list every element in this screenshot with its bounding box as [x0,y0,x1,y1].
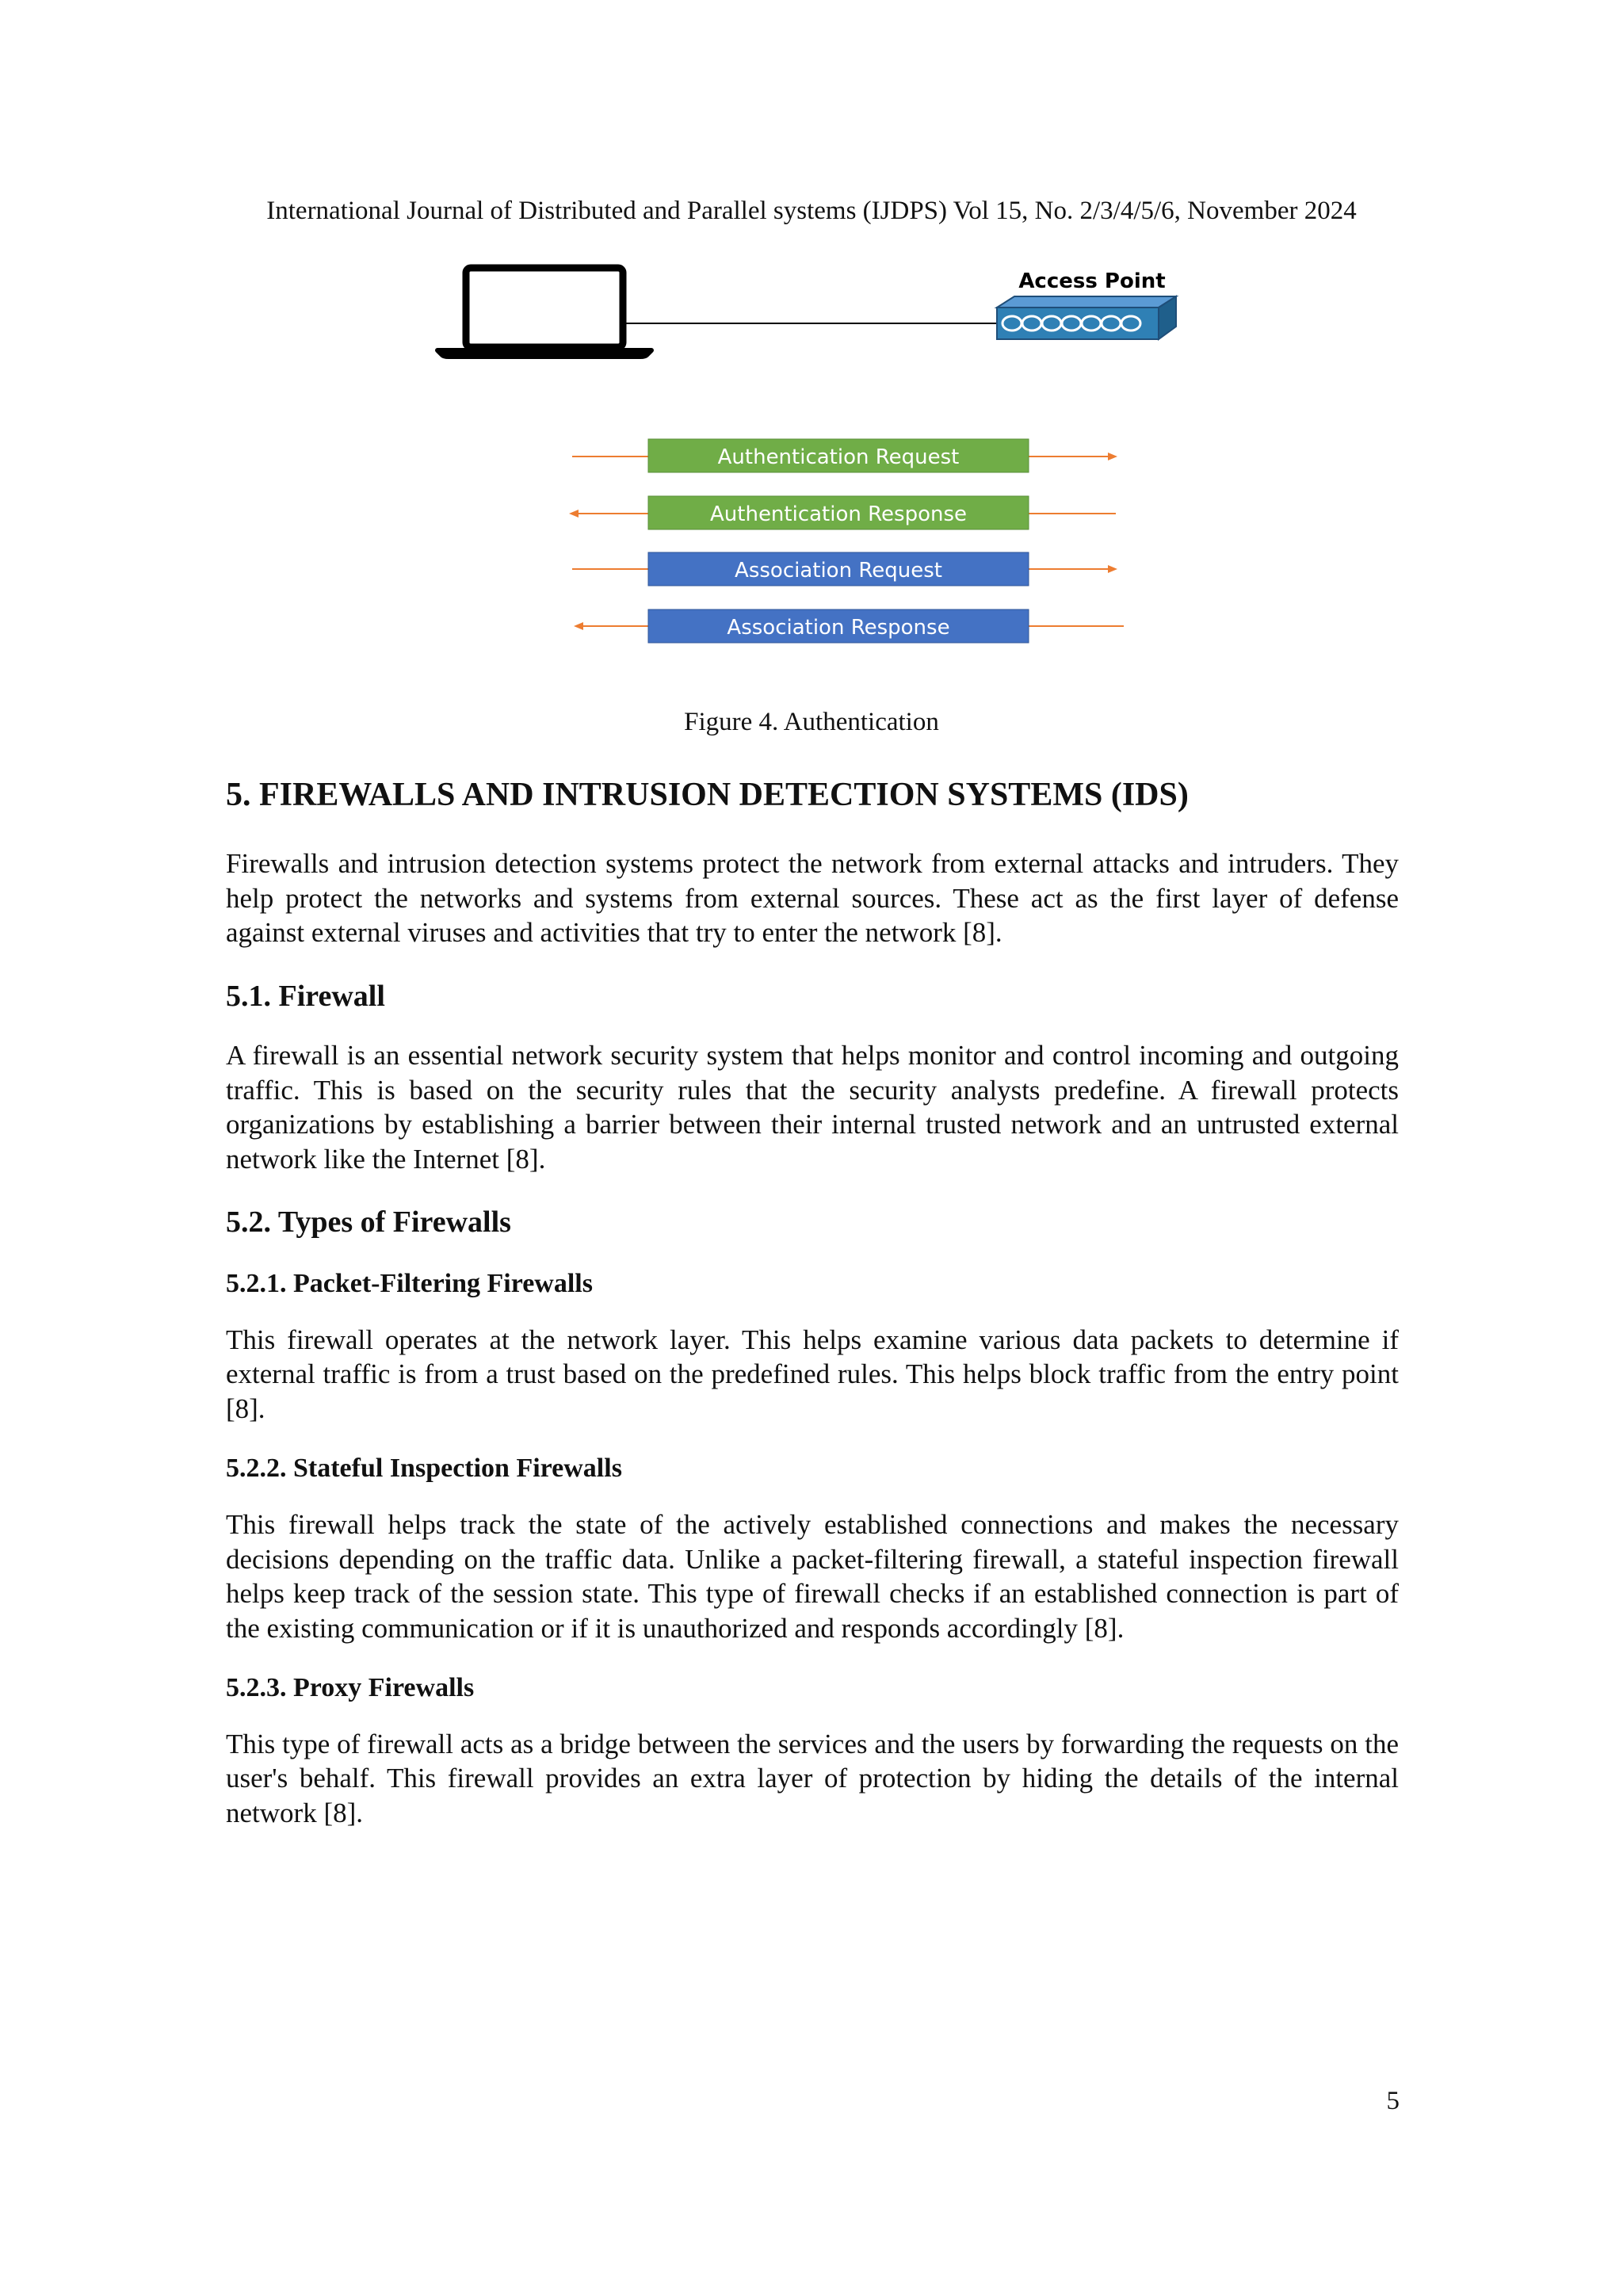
section-number: 5. [226,777,251,813]
label-authentication-response: Authentication Response [710,502,967,526]
title-part: YSTEMS [965,777,1103,813]
title-part: NTRUSION [555,777,739,813]
title-part: IREWALLS AND [279,777,543,813]
title-part: D [739,777,764,813]
title-part: I [542,777,556,813]
message-association-request [572,552,1117,586]
main-content [226,775,1399,1830]
section-5-2-2-paragraph: This firewall helps track the state of the actively established connections and makes the necessary decisions depending on the traffic data. Unlike a packet-filtering firewall, a stateful inspection firewall helps keep track of the session state. This type of firewall checks if an established connection is part of the existing communication or if it is unauthorized and responds accordingly [8]. [226,1509,1399,1644]
access-point-label: Access Point [1018,269,1166,293]
label-association-response: Association Response [727,616,950,640]
access-point-icon [997,296,1176,339]
title-part: (IDS) [1102,777,1189,813]
title-part: ETECTION [763,777,948,813]
section-5-heading [226,775,1399,815]
laptop-icon [437,268,651,357]
section-5-2-3-paragraph: This type of firewall acts as a bridge between the services and the users by forwarding the requests on the user's behalf. This firewall provides an extra layer of protection by hiding the details of the internal network [8]. [226,1728,1399,1828]
running-header: International Journal of Distributed and Parallel systems (IJDPS) Vol 15, No. 2/3/4/5/6, November 2024 [266,197,1357,225]
label-association-request: Association Request [735,559,942,583]
figure-caption: Figure 4. Authentication [684,708,939,736]
section-5-2-1-paragraph: This firewall operates at the network layer. This helps examine various data packets to determine if external traffic is from a trust based on the predefined rules. This helps block traffic from the entry point [8]. [226,1324,1399,1424]
section-5-2-3-heading: 5.2.3. Proxy Firewalls [226,1673,475,1703]
title-part: S [947,777,966,813]
message-authentication-request [572,439,1117,472]
authentication-figure [0,254,1623,666]
page-number: 5 [1386,2087,1400,2115]
message-authentication-response [569,496,1116,529]
section-5-1-heading: 5.1. Firewall [226,979,385,1013]
section-5-1-paragraph: A firewall is an essential network security system that helps monitor and control incoming and outgoing traffic. This is based on the security rules that the security analysts predefine. A firewall protects organizations by establishing a barrier between their internal trusted network and an untrusted external network like the Internet [8]. [226,1040,1399,1175]
section-5-paragraph: Firewalls and intrusion detection systems protect the network from external attacks and intruders. They help protect the networks and systems from external sources. These act as the first layer of defense against external viruses and activities that try to enter the network [8]. [226,848,1399,949]
section-5-2-1-heading: 5.2.1. Packet-Filtering Firewalls [226,1269,593,1299]
section-5-2-2-heading: 5.2.2. Stateful Inspection Firewalls [226,1454,622,1484]
label-authentication-request: Authentication Request [717,445,960,469]
title-part: F [259,777,280,813]
message-association-response [574,609,1124,643]
section-5-2-heading: 5.2. Types of Firewalls [226,1205,511,1240]
